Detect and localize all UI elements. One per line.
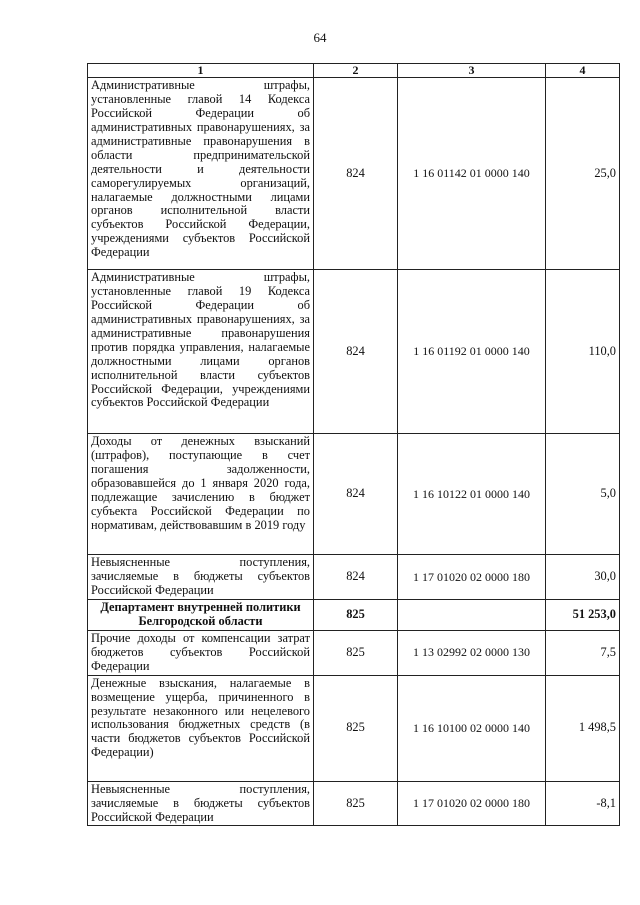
table-row bbox=[88, 434, 620, 555]
row-description: Доходы от денежных взысканий (штрафов), поступающие в счет погашения задолженности, образовавшейся до 1 января 2020 года, подлежащие зачислению в бюджет субъекта Российской Федерации по нормативам, действовавшим в 2019 году bbox=[88, 434, 314, 555]
table-row bbox=[88, 675, 620, 781]
admin-code: 825 bbox=[314, 600, 398, 631]
income-code: 1 17 01020 02 0000 180 bbox=[398, 781, 546, 826]
admin-code: 824 bbox=[314, 555, 398, 600]
revenue-table bbox=[87, 63, 620, 826]
department-name: Департамент внутренней политики Белгородской области bbox=[88, 600, 314, 631]
row-description: Административные штрафы, установленные главой 19 Кодекса Российской Федерации об административных правонарушениях, за административные правонарушения против порядка управления, налагаемые должностными лицами органов исполнительной власти субъектов Российской Федерации, учреждениями субъектов Российской Федерации bbox=[88, 270, 314, 434]
column-header: 4 bbox=[546, 64, 620, 78]
amount: 25,0 bbox=[546, 78, 620, 270]
page-number: 64 bbox=[313, 30, 327, 45]
amount: 30,0 bbox=[546, 555, 620, 600]
admin-code: 824 bbox=[314, 270, 398, 434]
income-code: 1 13 02992 02 0000 130 bbox=[398, 631, 546, 676]
admin-code: 825 bbox=[314, 631, 398, 676]
income-code: 1 16 10100 02 0000 140 bbox=[398, 675, 546, 781]
admin-code: 824 bbox=[314, 78, 398, 270]
admin-code: 825 bbox=[314, 781, 398, 826]
row-description: Денежные взыскания, налагаемые в возмещение ущерба, причиненного в результате незаконного или нецелевого использования бюджетных средств (в части бюджетов субъектов Российской Федерации) bbox=[88, 675, 314, 781]
table-row bbox=[88, 555, 620, 600]
amount: 7,5 bbox=[546, 631, 620, 676]
department-row bbox=[88, 600, 620, 631]
table-row bbox=[88, 631, 620, 676]
income-code: 1 16 01192 01 0000 140 bbox=[398, 270, 546, 434]
admin-code: 825 bbox=[314, 675, 398, 781]
row-description: Невыясненные поступления, зачисляемые в бюджеты субъектов Российской Федерации bbox=[88, 555, 314, 600]
admin-code: 824 bbox=[314, 434, 398, 555]
row-description: Прочие доходы от компенсации затрат бюджетов субъектов Российской Федерации bbox=[88, 631, 314, 676]
department-total: 51 253,0 bbox=[546, 600, 620, 631]
income-code: 1 16 01142 01 0000 140 bbox=[398, 78, 546, 270]
income-code: 1 16 10122 01 0000 140 bbox=[398, 434, 546, 555]
table-header-row bbox=[88, 64, 620, 78]
amount: 1 498,5 bbox=[546, 675, 620, 781]
row-description: Невыясненные поступления, зачисляемые в бюджеты субъектов Российской Федерации bbox=[88, 781, 314, 826]
amount: -8,1 bbox=[546, 781, 620, 826]
amount: 5,0 bbox=[546, 434, 620, 555]
income-code: 1 17 01020 02 0000 180 bbox=[398, 555, 546, 600]
column-header: 2 bbox=[314, 64, 398, 78]
column-header: 1 bbox=[88, 64, 314, 78]
row-description: Административные штрафы, установленные главой 14 Кодекса Российской Федерации об административных правонарушениях, за административные правонарушения в области предпринимательской деятельности и деятельности саморегулируемых организаций, налагаемые должностными лицами органов исполнительной власти субъектов Российской Федерации, учреждениями субъектов Российской Федерации bbox=[88, 78, 314, 270]
income-code bbox=[398, 600, 546, 631]
amount: 110,0 bbox=[546, 270, 620, 434]
table-row bbox=[88, 270, 620, 434]
table-row bbox=[88, 78, 620, 270]
table-row bbox=[88, 781, 620, 826]
column-header: 3 bbox=[398, 64, 546, 78]
